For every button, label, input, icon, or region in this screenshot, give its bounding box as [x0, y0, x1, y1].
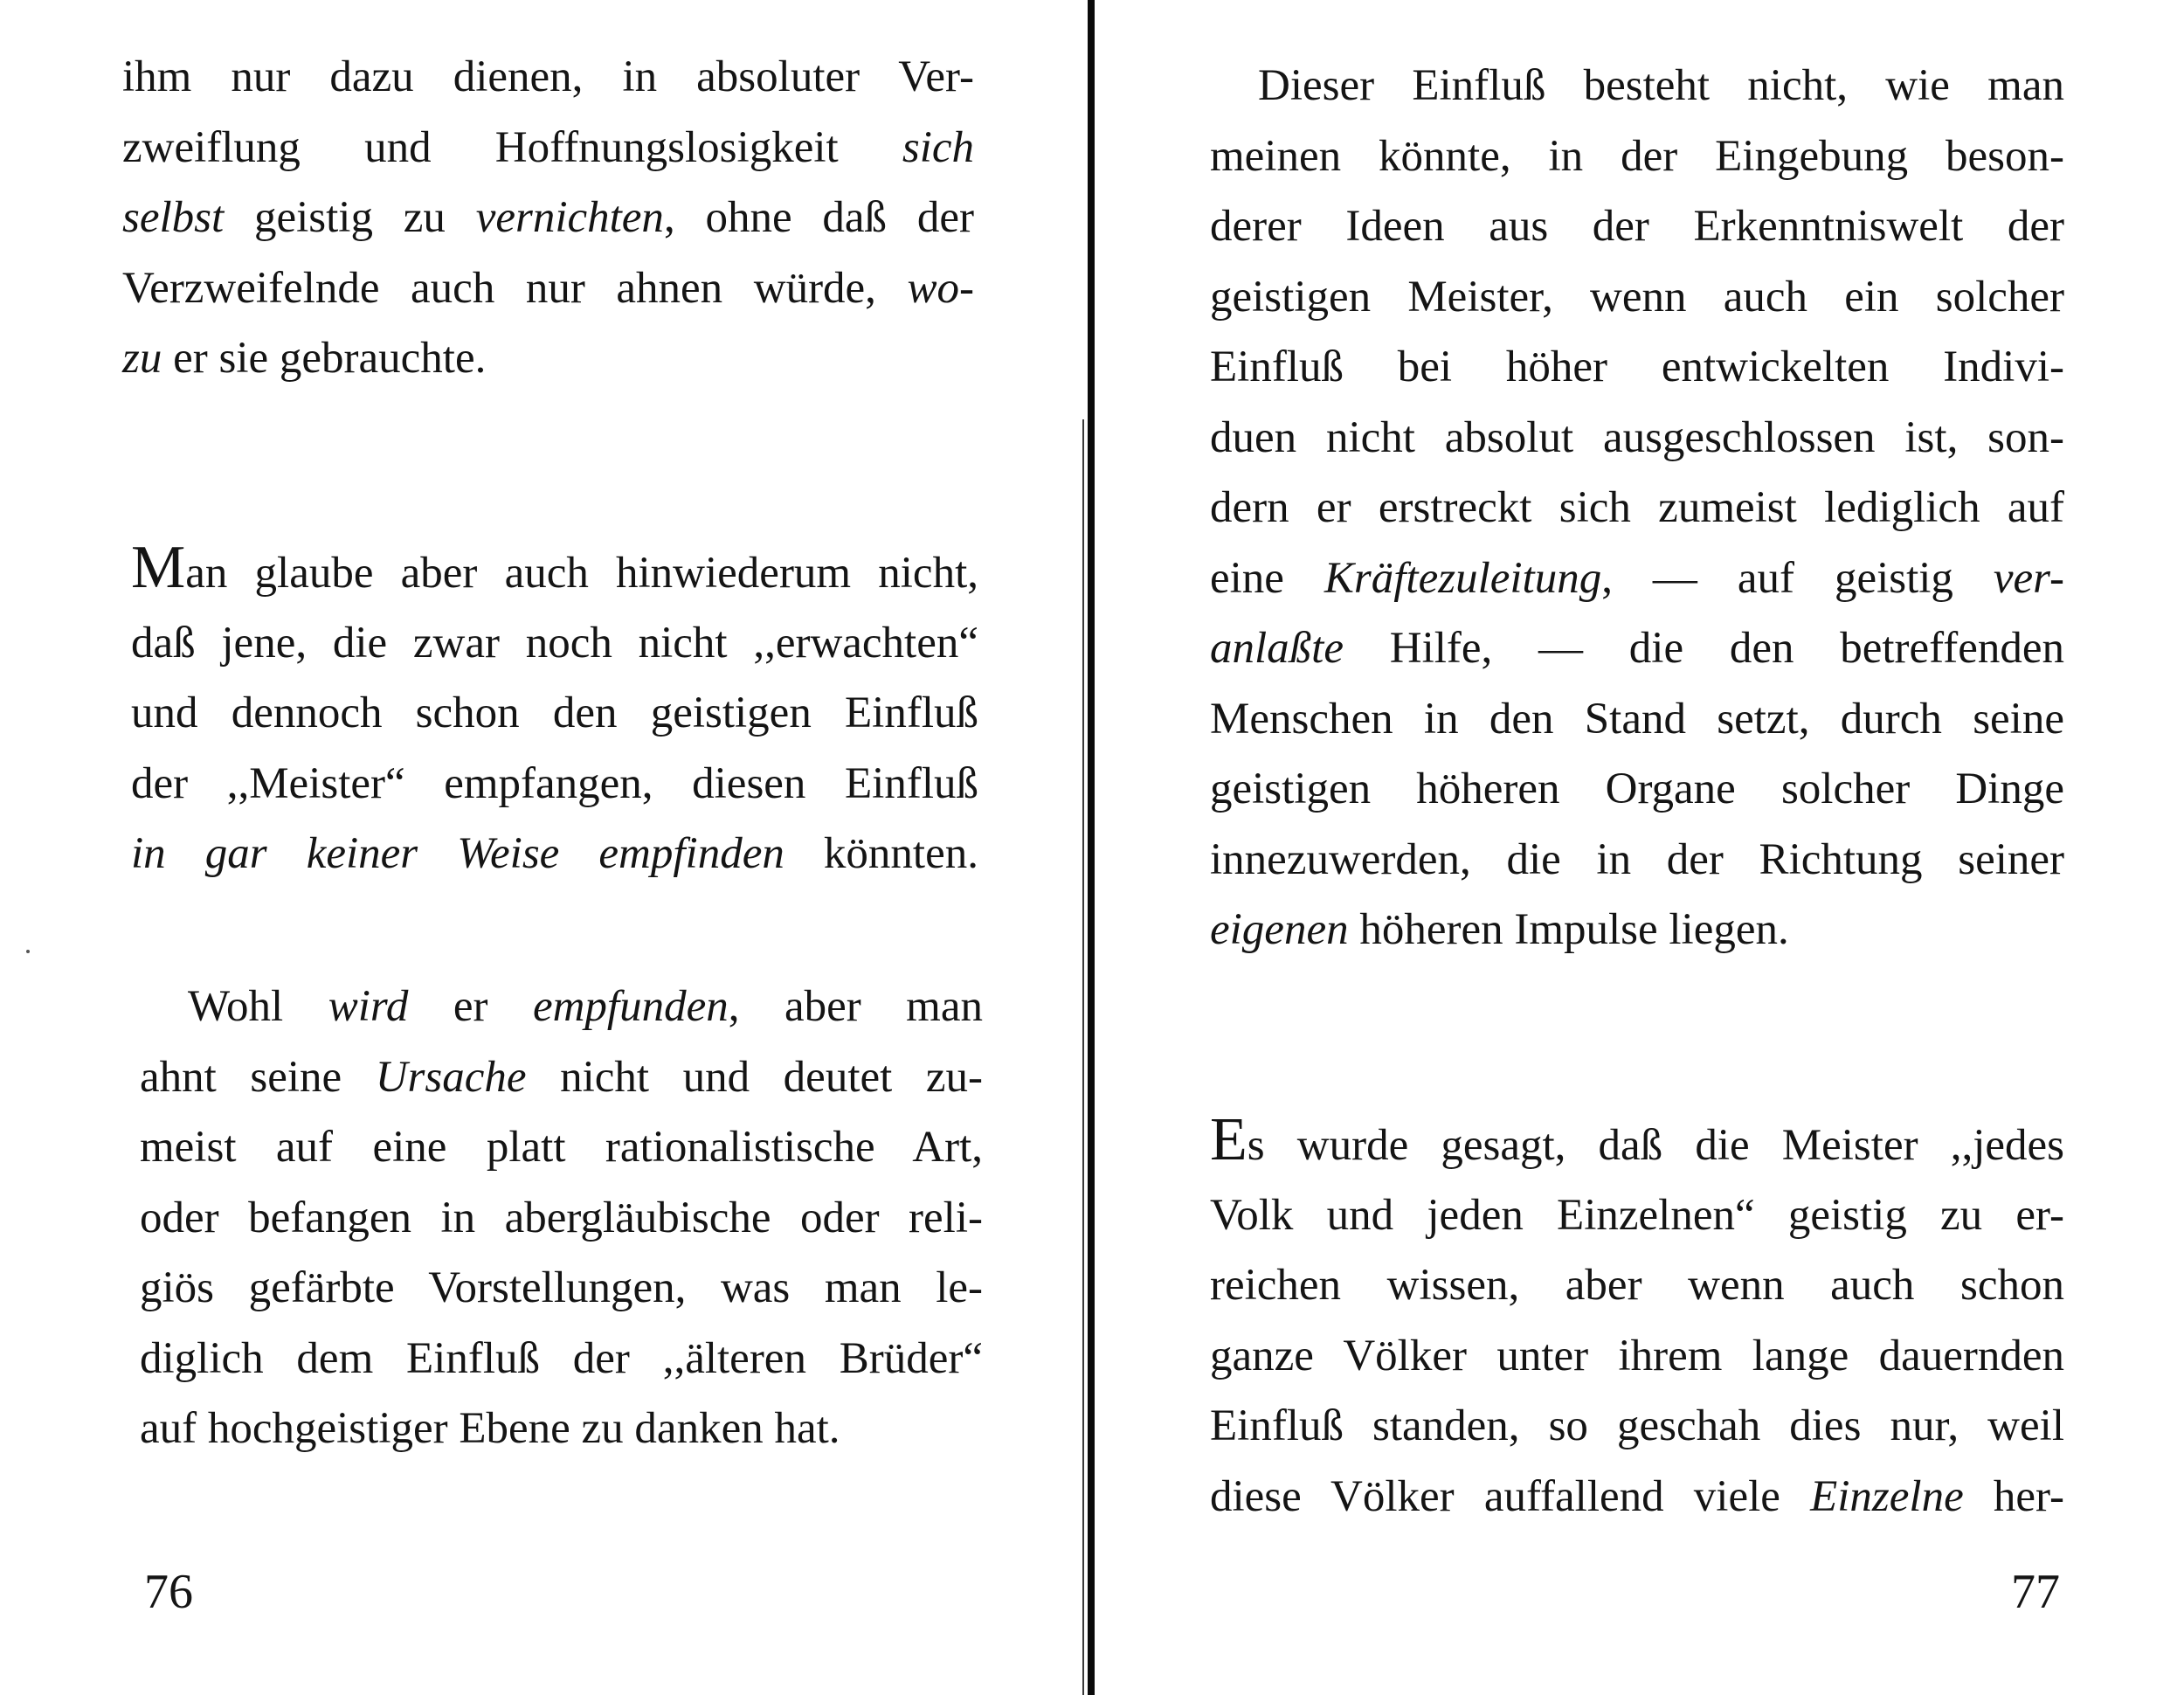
text-line: oder befangen in abergläubische oder reli-	[140, 1193, 983, 1242]
text-line: diese Völker auffallend viele Einzelne her-	[1210, 1471, 2064, 1521]
book-gutter	[1088, 0, 1095, 1695]
left-page	[0, 0, 1083, 1695]
text-line: Wohl wird er empfunden, aber man	[188, 982, 983, 1031]
text-line: Man glaube aber auch hinwiederum nicht,	[131, 534, 978, 601]
text-line: derer Ideen aus der Erkenntniswelt der	[1210, 202, 2064, 251]
text-line: daß jene, die zwar noch nicht ,,erwachten“	[131, 618, 978, 668]
text-line: ganze Völker unter ihrem lange dauernden	[1210, 1331, 2064, 1380]
text-line: ihm nur dazu dienen, in absoluter Ver-	[122, 52, 974, 101]
text-line: eigenen höheren Impulse liegen.	[1210, 905, 1789, 954]
text-line: zweiflung und Hoffnungslosigkeit sich	[122, 122, 974, 172]
left-paragraph-2	[131, 534, 978, 889]
drop-cap: M	[131, 534, 186, 601]
text-line: zu er sie gebrauchte.	[122, 334, 487, 383]
text-line: geistigen höheren Organe solcher Dinge	[1210, 764, 2064, 813]
drop-cap: E	[1210, 1106, 1248, 1173]
text-line: Menschen in den Stand setzt, durch seine	[1210, 694, 2064, 744]
right-paragraph-2	[1210, 1106, 2064, 1532]
text-line: Einfluß standen, so geschah dies nur, weil	[1210, 1401, 2064, 1450]
text-line: in gar keiner Weise empfinden könnten.	[131, 829, 978, 878]
text-line: anlaßte Hilfe, — die den betreffenden	[1210, 624, 2064, 673]
gutter-shadow	[1082, 419, 1084, 1695]
text-line: giös gefärbte Vorstellungen, was man le-	[140, 1263, 983, 1312]
text-line: der ,,Meister“ empfangen, diesen Einfluß	[131, 758, 978, 808]
text-line: meinen könnte, in der Eingebung beson-	[1210, 131, 2064, 181]
text-line: eine Kräftezuleitung, — auf geistig ver-	[1210, 553, 2064, 603]
text-line: duen nicht absolut ausgeschlossen ist, son-	[1210, 412, 2064, 462]
text-line: innezuwerden, die in der Richtung seiner	[1210, 834, 2064, 884]
text-line: ahnt seine Ursache nicht und deutet zu-	[140, 1052, 983, 1102]
left-paragraph-3	[140, 972, 983, 1464]
text-line: und dennoch schon den geistigen Einfluß	[131, 688, 978, 737]
text-line: Einfluß bei höher entwickelten Indivi-	[1210, 342, 2064, 391]
text-line: dern er erstreckt sich zumeist lediglich auf	[1210, 483, 2064, 532]
text-line: geistigen Meister, wenn auch ein solcher	[1210, 272, 2064, 322]
text-line: meist auf eine platt rationalistische Art,	[140, 1123, 983, 1172]
page-speck	[26, 950, 30, 953]
text-line: Verzweifelnde auch nur ahnen würde, wo-	[122, 263, 974, 313]
text-line: auf hochgeistiger Ebene zu danken hat.	[140, 1404, 840, 1453]
text-line: Es wurde gesagt, daß die Meister ,,jedes	[1210, 1106, 2064, 1173]
text-line: diglich dem Einfluß der ,,älteren Brüder“	[140, 1333, 983, 1383]
text-line: reichen wissen, aber wenn auch schon	[1210, 1261, 2064, 1310]
text-line: Dieser Einfluß besteht nicht, wie man	[1258, 61, 2064, 110]
text-line: selbst geistig zu vernichten, ohne daß der	[122, 193, 974, 242]
right-page	[1105, 0, 2184, 1695]
page-number-left: 76	[144, 1565, 193, 1619]
page-number-right: 77	[2011, 1565, 2060, 1619]
right-paragraph-1	[1210, 51, 2064, 965]
left-paragraph-1	[122, 42, 974, 394]
text-line: Volk und jeden Einzelnen“ geistig zu er-	[1210, 1190, 2064, 1240]
